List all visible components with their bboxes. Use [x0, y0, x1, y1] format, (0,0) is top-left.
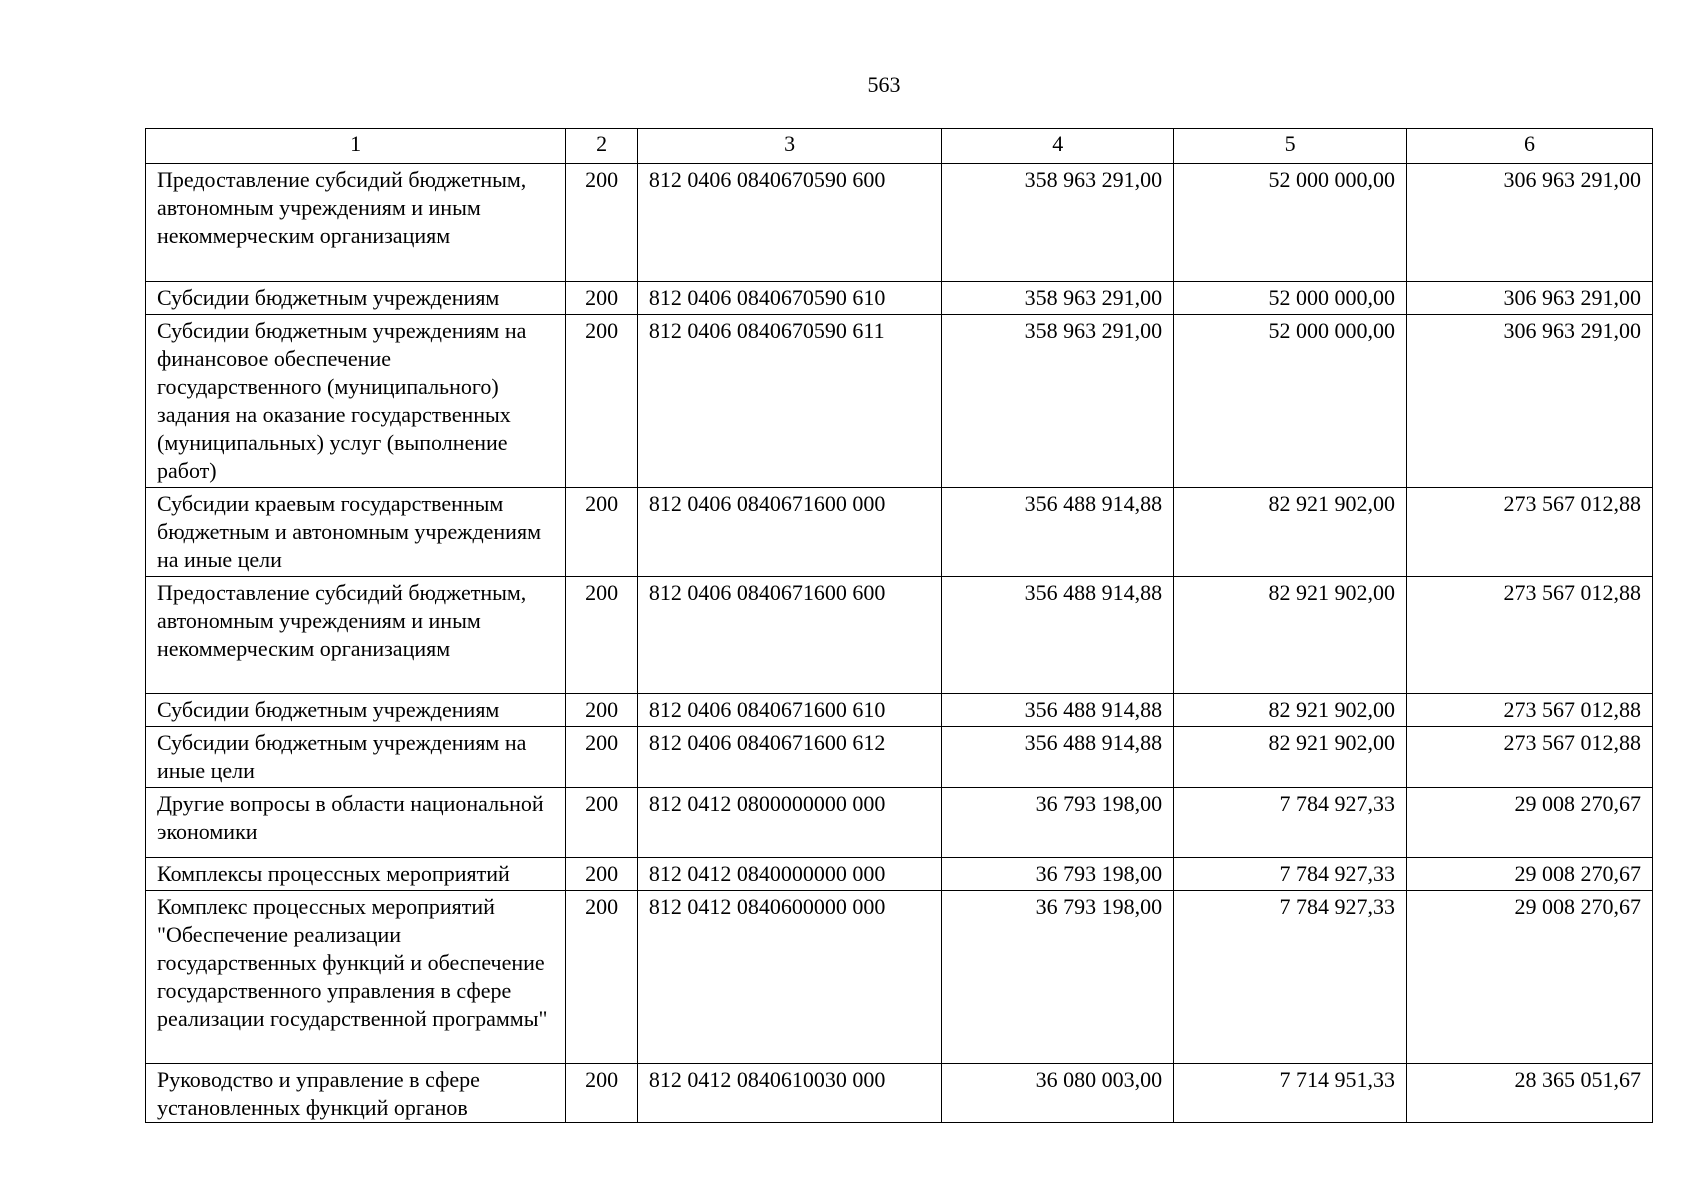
row-col4-cell: 356 488 914,88: [942, 577, 1174, 694]
row-col5-cell: 82 921 902,00: [1174, 694, 1407, 727]
table-header-row: [146, 129, 1653, 164]
row-code-cell: 200: [566, 727, 638, 788]
table-row: [146, 577, 1653, 694]
row-classification-cell: 812 0406 0840671600 000: [637, 488, 941, 577]
row-col4-cell: 36 793 198,00: [942, 891, 1174, 1064]
column-header-5: 5: [1174, 129, 1407, 164]
row-name-cell: Руководство и управление в сфере установленных функций органов: [146, 1064, 566, 1123]
row-col5-cell: 82 921 902,00: [1174, 488, 1407, 577]
row-col4-cell: 358 963 291,00: [942, 282, 1174, 315]
row-col5-cell: 7 784 927,33: [1174, 858, 1407, 891]
row-code-cell: 200: [566, 488, 638, 577]
row-col5-cell: 82 921 902,00: [1174, 577, 1407, 694]
row-code-cell: 200: [566, 315, 638, 488]
row-col6-cell: 306 963 291,00: [1407, 315, 1653, 488]
row-col6-cell: 273 567 012,88: [1407, 488, 1653, 577]
table-row: [146, 727, 1653, 788]
table-row: [146, 164, 1653, 282]
row-classification-cell: 812 0406 0840671600 612: [637, 727, 941, 788]
row-name-cell: Комплексы процессных мероприятий: [146, 858, 566, 891]
row-col5-cell: 52 000 000,00: [1174, 315, 1407, 488]
row-code-cell: 200: [566, 858, 638, 891]
row-col6-cell: 273 567 012,88: [1407, 727, 1653, 788]
row-col6-cell: 306 963 291,00: [1407, 282, 1653, 315]
row-classification-cell: 812 0406 0840671600 600: [637, 577, 941, 694]
table-row: [146, 858, 1653, 891]
table-row: [146, 694, 1653, 727]
row-name-cell: Субсидии бюджетным учреждениям на иные цели: [146, 727, 566, 788]
row-col5-cell: 52 000 000,00: [1174, 282, 1407, 315]
row-col4-cell: 356 488 914,88: [942, 727, 1174, 788]
row-col5-cell: 7 784 927,33: [1174, 788, 1407, 858]
budget-table: [145, 128, 1653, 1123]
table-row: [146, 1064, 1653, 1123]
row-col6-cell: 273 567 012,88: [1407, 694, 1653, 727]
row-col5-cell: 7 784 927,33: [1174, 891, 1407, 1064]
row-col4-cell: 356 488 914,88: [942, 488, 1174, 577]
row-classification-cell: 812 0412 0840000000 000: [637, 858, 941, 891]
row-col6-cell: 29 008 270,67: [1407, 891, 1653, 1064]
row-code-cell: 200: [566, 891, 638, 1064]
row-classification-cell: 812 0406 0840670590 610: [637, 282, 941, 315]
row-col6-cell: 29 008 270,67: [1407, 788, 1653, 858]
row-col4-cell: 358 963 291,00: [942, 315, 1174, 488]
page-number: 563: [867, 72, 901, 97]
column-header-2: 2: [566, 129, 638, 164]
table-row: [146, 315, 1653, 488]
column-header-1: 1: [146, 129, 566, 164]
row-name-cell: Субсидии бюджетным учреждениям на финансовое обеспечение государственного (муниципального) задания на оказание государственных (муниципальных) услуг (выполнение работ): [146, 315, 566, 488]
row-col4-cell: 358 963 291,00: [942, 164, 1174, 282]
row-name-cell: Другие вопросы в области национальной экономики: [146, 788, 566, 858]
column-header-3: 3: [637, 129, 941, 164]
column-header-4: 4: [942, 129, 1174, 164]
row-name-cell: Субсидии бюджетным учреждениям: [146, 282, 566, 315]
row-code-cell: 200: [566, 788, 638, 858]
row-col6-cell: 306 963 291,00: [1407, 164, 1653, 282]
row-col5-cell: 52 000 000,00: [1174, 164, 1407, 282]
table-row: [146, 282, 1653, 315]
row-col4-cell: 36 080 003,00: [942, 1064, 1174, 1123]
row-name-cell: Предоставление субсидий бюджетным, автономным учреждениям и иным некоммерческим организациям: [146, 164, 566, 282]
row-code-cell: 200: [566, 577, 638, 694]
row-classification-cell: 812 0412 0800000000 000: [637, 788, 941, 858]
row-col6-cell: 273 567 012,88: [1407, 577, 1653, 694]
table-row: [146, 488, 1653, 577]
row-code-cell: 200: [566, 282, 638, 315]
row-code-cell: 200: [566, 1064, 638, 1123]
row-col5-cell: 7 714 951,33: [1174, 1064, 1407, 1123]
row-code-cell: 200: [566, 694, 638, 727]
column-header-6: 6: [1407, 129, 1653, 164]
row-code-cell: 200: [566, 164, 638, 282]
row-col6-cell: 28 365 051,67: [1407, 1064, 1653, 1123]
row-classification-cell: 812 0406 0840671600 610: [637, 694, 941, 727]
row-col6-cell: 29 008 270,67: [1407, 858, 1653, 891]
table-row: [146, 788, 1653, 858]
row-name-cell: Комплекс процессных мероприятий "Обеспечение реализации государственных функций и обеспечение государственного управления в сфере реализации государственной программы": [146, 891, 566, 1064]
row-name-cell: Предоставление субсидий бюджетным, автономным учреждениям и иным некоммерческим организациям: [146, 577, 566, 694]
row-classification-cell: 812 0412 0840610030 000: [637, 1064, 941, 1123]
row-col4-cell: 356 488 914,88: [942, 694, 1174, 727]
row-classification-cell: 812 0406 0840670590 611: [637, 315, 941, 488]
row-classification-cell: 812 0412 0840600000 000: [637, 891, 941, 1064]
row-col5-cell: 82 921 902,00: [1174, 727, 1407, 788]
table-row: [146, 891, 1653, 1064]
row-name-cell: Субсидии бюджетным учреждениям: [146, 694, 566, 727]
row-col4-cell: 36 793 198,00: [942, 858, 1174, 891]
row-col4-cell: 36 793 198,00: [942, 788, 1174, 858]
row-name-cell: Субсидии краевым государственным бюджетным и автономным учреждениям на иные цели: [146, 488, 566, 577]
row-classification-cell: 812 0406 0840670590 600: [637, 164, 941, 282]
